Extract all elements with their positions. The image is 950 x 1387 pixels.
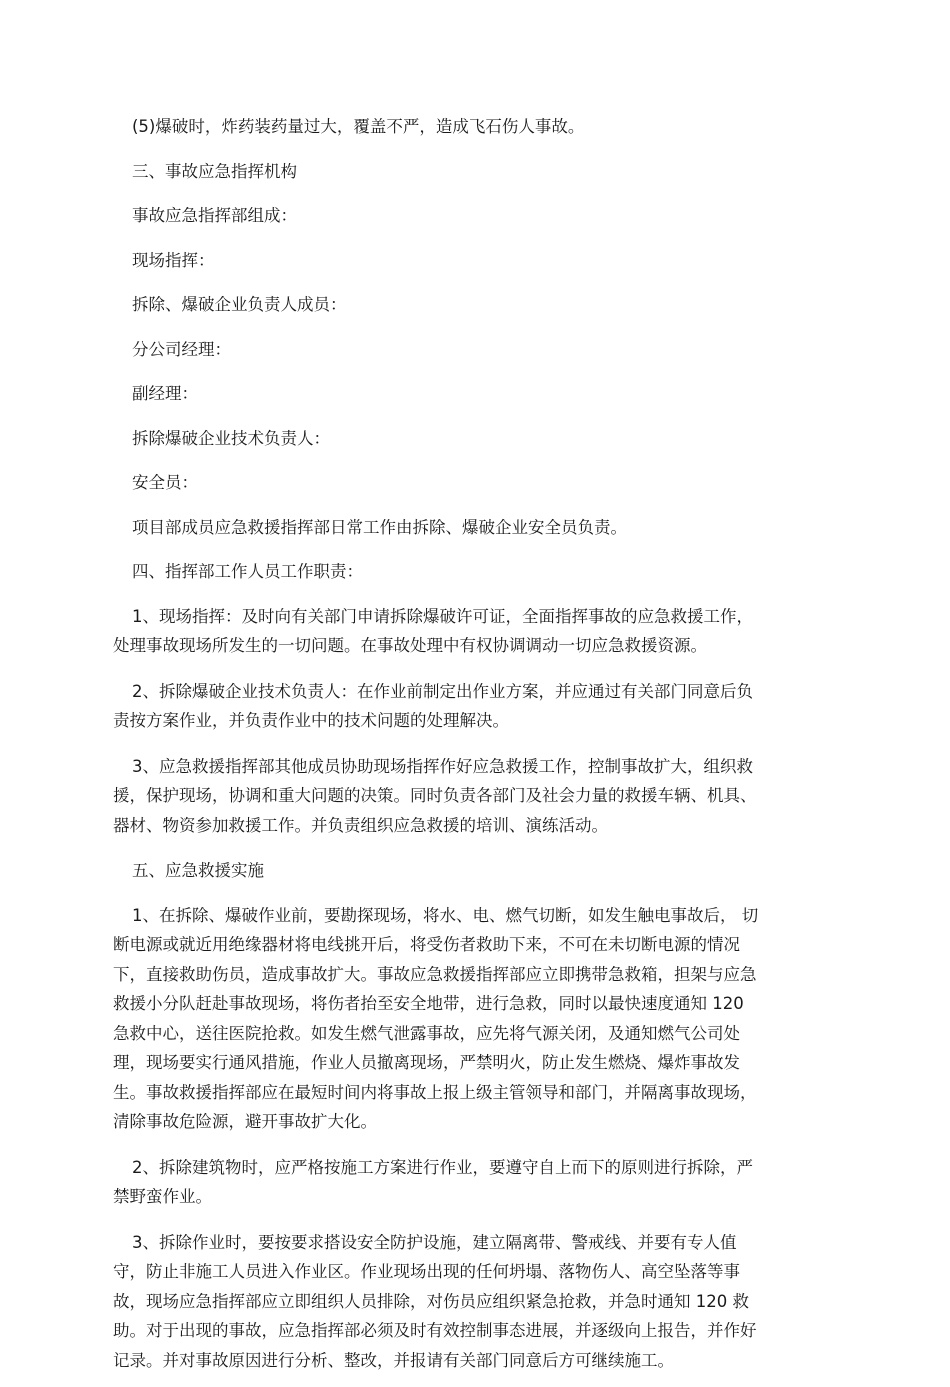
text-line: 急救中心，送往医院抢救。如发生燃气泄露事故，应先将气源关闭，及通知燃气公司处 bbox=[113, 1023, 740, 1043]
document-page bbox=[113, 108, 840, 1387]
paragraph bbox=[113, 331, 840, 361]
text-line: 拆除爆破企业技术负责人： bbox=[132, 428, 330, 448]
text-line: 安全员： bbox=[132, 473, 198, 492]
text-line: 责按方案作业，并负责作业中的技术问题的处理解决。 bbox=[113, 711, 509, 730]
paragraph bbox=[113, 598, 840, 657]
text-line: 三、事故应急指挥机构 bbox=[132, 161, 297, 181]
paragraph bbox=[113, 1149, 840, 1208]
text-line: 项目部成员应急救援指挥部日常工作由拆除、爆破企业安全员负责。 bbox=[132, 517, 627, 537]
paragraph bbox=[113, 897, 840, 1133]
paragraph bbox=[113, 286, 840, 316]
text-line: 生。事故救援指挥部应在最短时间内将事故上报上级主管领导和部门，并隔离事故现场， bbox=[113, 1082, 757, 1102]
text-line: 器材、物资参加救援工作。并负责组织应急救援的培训、演练活动。 bbox=[113, 815, 608, 835]
text-line: 守，防止非施工人员进入作业区。作业现场出现的任何坍塌、落物伤人、高空坠落等事 bbox=[113, 1262, 740, 1281]
text-line: 分公司经理： bbox=[132, 339, 231, 359]
text-line: 2、拆除建筑物时，应严格按施工方案进行作业，要遵守自上而下的原则进行拆除，严 bbox=[132, 1157, 753, 1177]
text-line: 记录。并对事故原因进行分析、整改，并报请有关部门同意后方可继续施工。 bbox=[113, 1350, 674, 1370]
section-heading bbox=[113, 153, 840, 183]
paragraph bbox=[113, 748, 840, 837]
text-line: 3、拆除作业时，要按要求搭设安全防护设施，建立隔离带、警戒线、并要有专人值 bbox=[132, 1232, 737, 1252]
text-line: 断电源或就近用绝缘器材将电线挑开后，将受伤者救助下来，不可在未切断电源的情况 bbox=[113, 935, 740, 954]
paragraph bbox=[113, 673, 840, 732]
paragraph bbox=[113, 108, 840, 138]
paragraph bbox=[113, 420, 840, 450]
paragraph bbox=[113, 197, 840, 227]
text-line: 故，现场应急指挥部应立即组织人员排除，对伤员应组织紧急抢救，并急时通知 120 救 bbox=[113, 1291, 749, 1311]
text-line: 处理事故现场所发生的一切问题。在事故处理中有权协调调动一切应急救援资源。 bbox=[113, 636, 707, 655]
text-line: 理，现场要实行通风措施，作业人员撤离现场，严禁明火，防止发生燃烧、爆炸事故发 bbox=[113, 1053, 740, 1072]
section-heading bbox=[113, 553, 840, 583]
text-line: 救援小分队赶赴事故现场，将伤者抬至安全地带，进行急救，同时以最快速度通知 120 bbox=[113, 994, 744, 1013]
text-line: 1、现场指挥：及时向有关部门申请拆除爆破许可证，全面指挥事故的应急救援工作， bbox=[132, 606, 753, 626]
text-line: 事故应急指挥部组成： bbox=[132, 206, 297, 225]
text-line: 2、拆除爆破企业技术负责人：在作业前制定出作业方案，并应通过有关部门同意后负 bbox=[132, 681, 753, 701]
paragraph bbox=[113, 242, 840, 272]
text-line: 拆除、爆破企业负责人成员： bbox=[132, 295, 347, 314]
text-line: 四、指挥部工作人员工作职责： bbox=[132, 562, 363, 581]
text-line: 助。对于出现的事故，应急指挥部必须及时有效控制事态进展，并逐级向上报告，并作好 bbox=[113, 1321, 757, 1340]
text-line: 清除事故危险源，避开事故扩大化。 bbox=[113, 1112, 377, 1131]
text-line: 援，保护现场，协调和重大问题的决策。同时负责各部门及社会力量的救援车辆、机具、 bbox=[113, 786, 757, 805]
text-line: (5)爆破时，炸药装药量过大，覆盖不严，造成飞石伤人事故。 bbox=[132, 117, 585, 136]
paragraph bbox=[113, 1224, 840, 1372]
text-line: 3、应急救援指挥部其他成员协助现场指挥作好应急救援工作，控制事故扩大，组织救 bbox=[132, 756, 753, 776]
paragraph bbox=[113, 509, 840, 539]
text-line: 1、在拆除、爆破作业前，要勘探现场，将水、电、燃气切断，如发生触电事故后， 切 bbox=[132, 905, 759, 925]
text-line: 副经理： bbox=[132, 384, 198, 403]
text-line: 五、应急救援实施 bbox=[132, 861, 264, 880]
text-line: 下，直接救助伤员，造成事故扩大。事故应急救援指挥部应立即携带急救箱，担架与应急 bbox=[113, 964, 757, 984]
paragraph bbox=[113, 464, 840, 494]
section-heading bbox=[113, 852, 840, 882]
paragraph bbox=[113, 375, 840, 405]
text-line: 现场指挥： bbox=[132, 250, 215, 270]
text-line: 禁野蛮作业。 bbox=[113, 1187, 212, 1206]
